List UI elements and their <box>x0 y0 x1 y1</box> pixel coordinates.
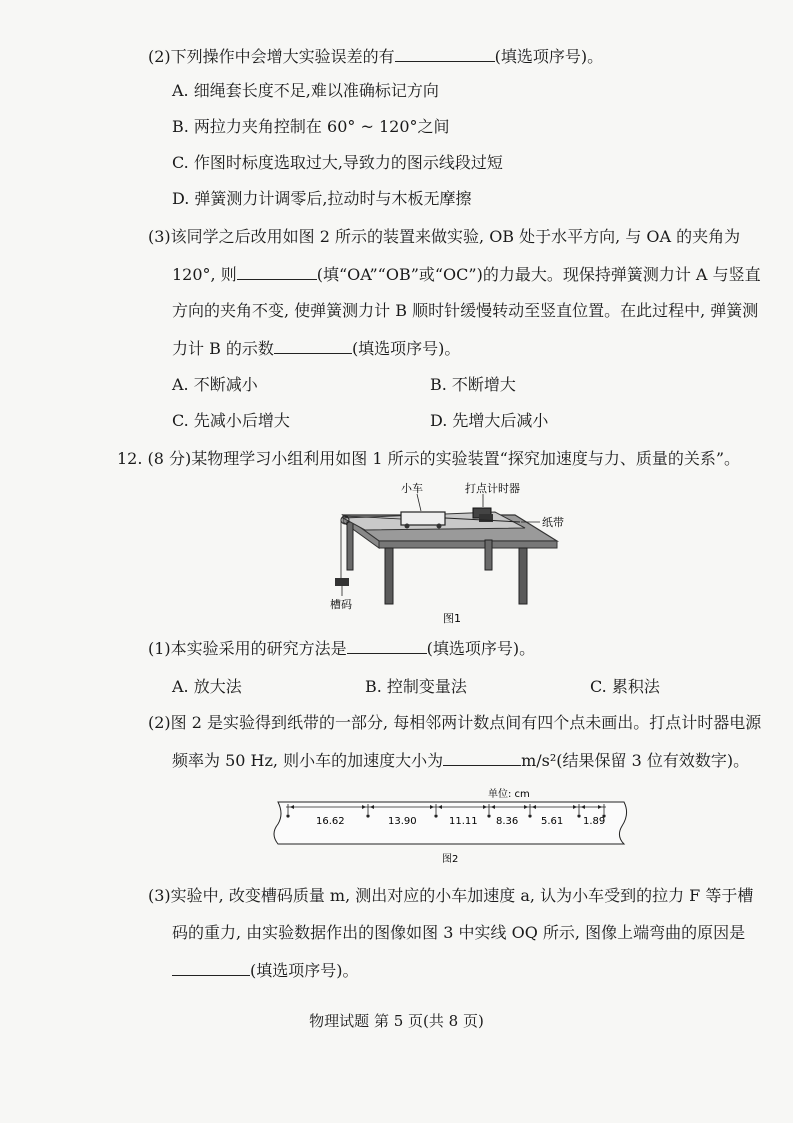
table-edge <box>379 541 557 548</box>
table-leg <box>347 522 353 570</box>
table-leg <box>519 548 527 604</box>
q11-p2-option-b: B. 两拉力夹角控制在 60° ~ 120°之间 <box>172 117 450 136</box>
label-timer: 打点计时器 <box>465 482 520 495</box>
q11-p3-option-c: C. 先减小后增大 <box>172 411 290 430</box>
q11-p2-option-d: D. 弹簧测力计调零后,拉动时与木板无摩擦 <box>172 189 472 208</box>
label-tape: 纸带 <box>542 516 564 529</box>
q11-p3-option-d: D. 先增大后减小 <box>430 411 549 430</box>
q11-p3-option-b: B. 不断增大 <box>430 375 516 394</box>
segment-value: 11.11 <box>449 816 478 827</box>
answer-blank[interactable] <box>237 263 317 280</box>
figure-1-caption: 图1 <box>443 612 461 625</box>
segment-value: 13.90 <box>388 816 417 827</box>
table-leg <box>385 548 393 604</box>
count-point <box>577 814 580 817</box>
count-point <box>487 814 490 817</box>
count-point <box>366 814 369 817</box>
q12-p1-question: (1)本实验采用的研究方法是 (填选项序号)。 <box>148 639 536 658</box>
segment-value: 1.89 <box>583 816 606 827</box>
q12-p2-line1: (2)图 2 是实验得到纸带的一部分, 每相邻两计数点间有四个点未画出。打点计时器电源 <box>148 713 762 732</box>
q11-p3-line4: 力计 B 的示数 (填选项序号)。 <box>172 339 461 358</box>
figure-1-apparatus <box>325 478 570 628</box>
answer-blank[interactable] <box>274 337 352 354</box>
answer-blank[interactable] <box>395 45 495 62</box>
q12-p1-option-a: A. 放大法 <box>172 677 242 696</box>
answer-blank[interactable] <box>443 749 521 766</box>
q12-p2-line2: 频率为 50 Hz, 则小车的加速度大小为 m/s²(结果保留 3 位有效数字)。 <box>172 751 750 770</box>
cart <box>401 512 445 525</box>
q11-p2-question: (2)下列操作中会增大实验误差的有 (填选项序号)。 <box>148 47 604 66</box>
table-leg <box>485 540 492 570</box>
count-point <box>434 814 437 817</box>
hanging-weight <box>335 578 349 586</box>
figure-2-tape <box>268 782 636 872</box>
q11-p3-line1: (3)该同学之后改用如图 2 所示的装置来做实验, OB 处于水平方向, 与 OA 的夹角为 <box>148 227 741 246</box>
page-footer: 物理试题 第 5 页(共 8 页) <box>309 1012 484 1030</box>
q12-p1-option-c: C. 累积法 <box>590 677 660 696</box>
q12-p3-line1: (3)实验中, 改变槽码质量 m, 测出对应的小车加速度 a, 认为小车受到的拉力 F 等于槽 <box>148 886 754 905</box>
count-point <box>286 814 289 817</box>
answer-blank[interactable] <box>347 637 427 654</box>
q11-p2-option-a: A. 细绳套长度不足,难以准确标记方向 <box>172 81 439 100</box>
figure-2-caption: 图2 <box>442 854 459 865</box>
label-weight: 槽码 <box>330 598 352 611</box>
q12-p1-option-b: B. 控制变量法 <box>365 677 467 696</box>
q12-title: 12. (8 分)某物理学习小组利用如图 1 所示的实验装置“探究加速度与力、质量的关系”。 <box>117 449 740 468</box>
answer-blank[interactable] <box>172 959 250 976</box>
segment-value: 8.36 <box>496 816 519 827</box>
q11-p3-line2: 120°, 则 (填“OA”“OB”或“OC”)的力最大。现保持弹簧测力计 A 与竖直 <box>172 265 761 284</box>
q11-p2-option-c: C. 作图时标度选取过大,导致力的图示线段过短 <box>172 153 503 172</box>
q12-p3-line3: (填选项序号)。 <box>172 959 359 982</box>
label-cart: 小车 <box>401 482 423 495</box>
q12-p3-line2: 码的重力, 由实验数据作出的图像如图 3 中实线 OQ 所示, 图像上端弯曲的原因是 <box>172 923 746 942</box>
count-point <box>528 814 531 817</box>
tape-unit-label: 单位: cm <box>488 789 530 800</box>
q11-p3-line3: 方向的夹角不变, 使弹簧测力计 B 顺时针缓慢转动至竖直位置。在此过程中, 弹簧测 <box>172 301 759 320</box>
segment-value: 16.62 <box>316 816 345 827</box>
q11-p3-option-a: A. 不断减小 <box>172 375 258 394</box>
segment-value: 5.61 <box>541 816 564 827</box>
